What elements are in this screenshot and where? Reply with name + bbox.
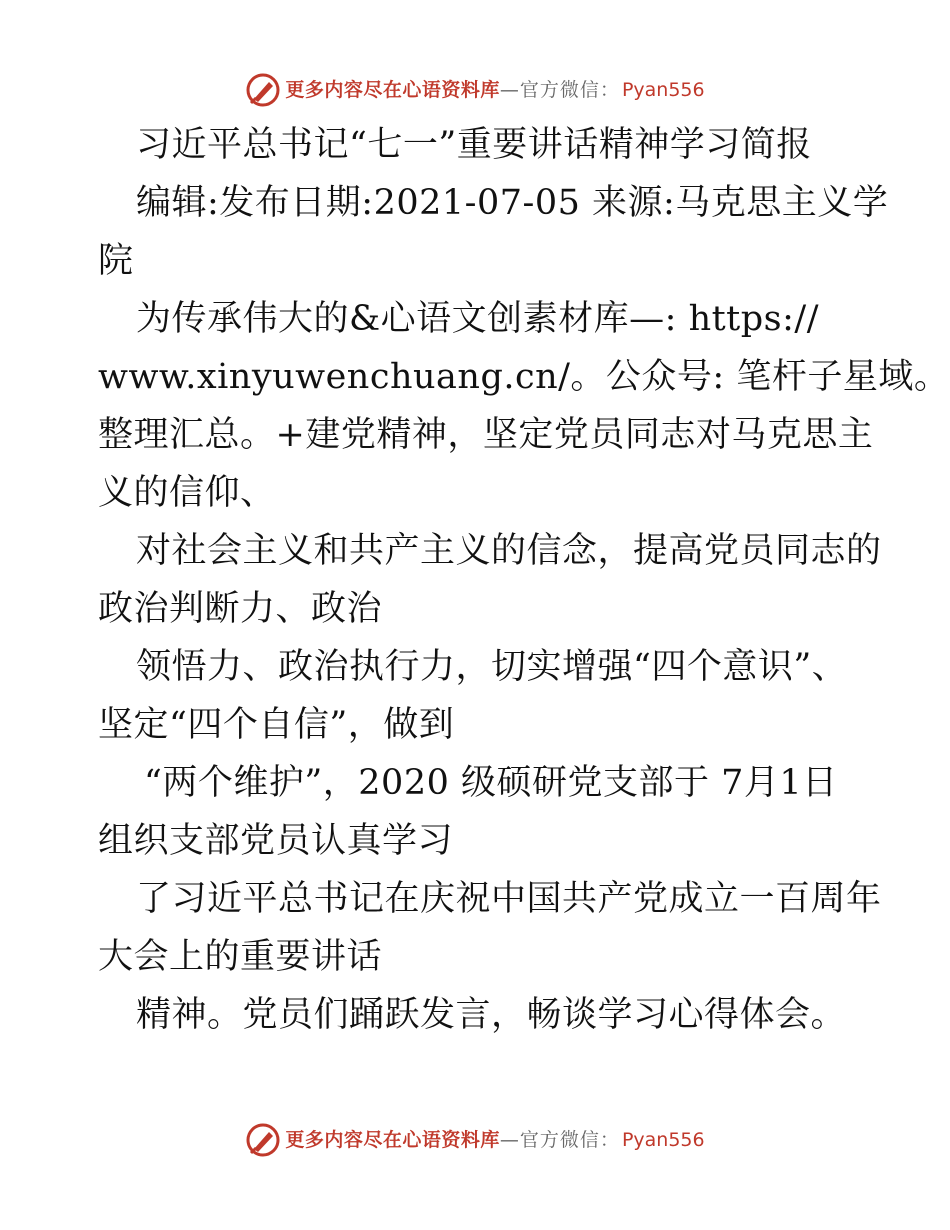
paragraph-line: 义的信仰、: [98, 473, 276, 513]
watermark-wechat-id: Pyan556: [621, 1128, 705, 1151]
header-watermark: [0, 68, 950, 112]
footer-watermark: [0, 1118, 950, 1162]
paragraph-line: www.xinyuwenchuang.cn/。公众号: 笔杆子星域。: [98, 357, 950, 397]
watermark-main-text: 更多内容尽在心语资料库: [285, 78, 500, 101]
document-meta-line-cont: 院: [98, 241, 134, 281]
paragraph-line: 领悟力、政治执行力，切实增强“四个意识”、: [136, 647, 848, 687]
watermark-main-text: 更多内容尽在心语资料库: [285, 1128, 500, 1151]
paragraph-line: 大会上的重要讲话: [98, 937, 383, 977]
document-body: [98, 116, 950, 1044]
paragraph-line: 为传承伟大的&心语文创素材库—: https://: [136, 299, 819, 339]
paragraph-line: 了习近平总书记在庆祝中国共产党成立一百周年: [136, 879, 882, 919]
paragraph-line: 精神。党员们踊跃发言，畅谈学习心得体会。: [136, 995, 847, 1035]
paragraph-line: 对社会主义和共产主义的信念，提高党员同志的: [136, 531, 882, 571]
pen-logo-icon: [245, 1122, 281, 1158]
watermark-separator-text: —官方微信：: [499, 78, 620, 101]
pen-logo-icon: [245, 72, 281, 108]
document-title: 习近平总书记“七一”重要讲话精神学习简报: [136, 125, 812, 165]
paragraph-line: “两个维护”，2020 级硕研党支部于 7月1日: [144, 763, 838, 803]
document-meta-line: 编辑:发布日期:2021-07-05 来源:马克思主义学: [136, 183, 889, 223]
paragraph-line: 组织支部党员认真学习: [98, 821, 454, 861]
paragraph-line: 整理汇总。+建党精神，坚定党员同志对马克思主: [98, 415, 874, 455]
watermark-wechat-id: Pyan556: [621, 78, 705, 101]
paragraph-line: 政治判断力、政治: [98, 589, 383, 629]
paragraph-line: 坚定“四个自信”，做到: [98, 705, 455, 745]
watermark-separator-text: —官方微信：: [499, 1128, 620, 1151]
